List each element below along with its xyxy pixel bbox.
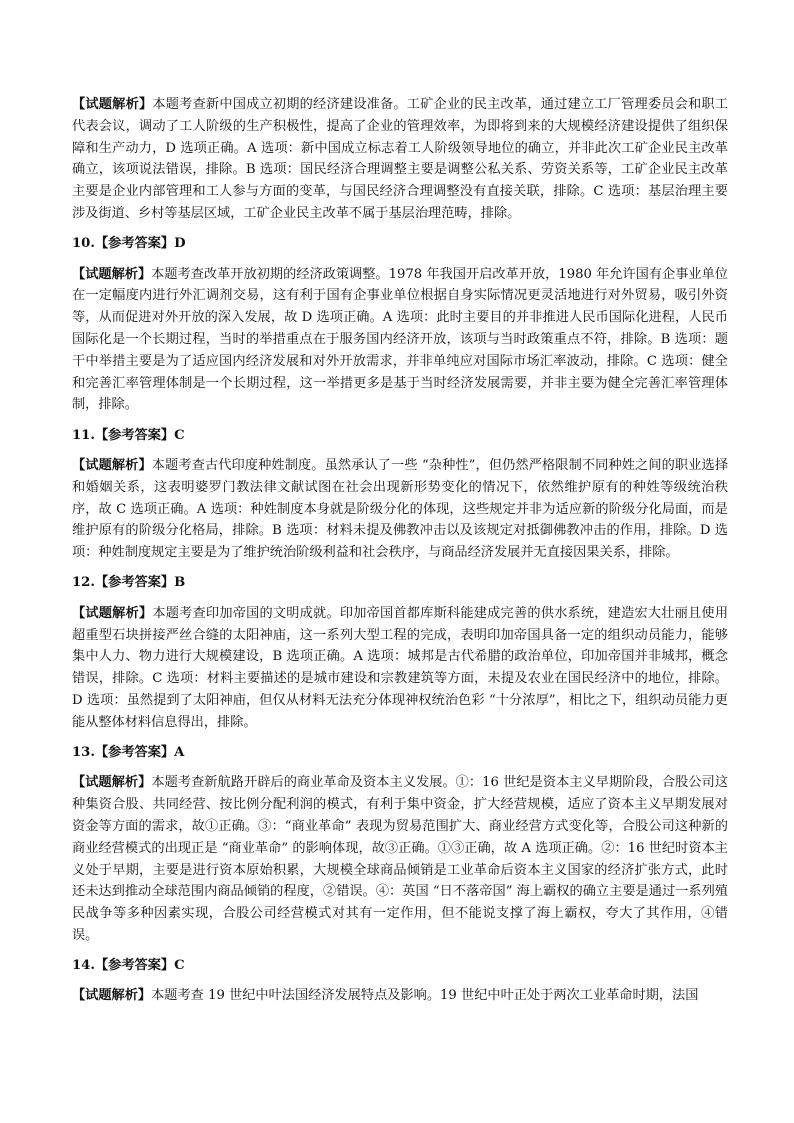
analysis-tag: 【试题解析】: [72, 266, 152, 282]
analysis-text: 本题考查印加帝国的文明成就。印加帝国首都库斯科能建成完善的供水系统，建造宏大壮丽且使用超重型石块拼接严丝合缝的太阳神庙，这一系列大型工程的完成，表明印加帝国具备一定的组织动员能力，能够集中人力、物力进行大规模建设，B 选项正确。A 选项：城邦是古代希腊的政治单位，印加帝国并非城邦，概念错误，排除。C 选项：材料主要描述的是城市建设和宗教建筑等方面，未提及农业在国民经济中的地位，排除。D 选项：虽然提到了太阳神庙，但仅从材料无法充分体现神权统治色彩 “十分浓厚”，相比之下，组织动员能力更能从整体材料信息得出，排除。: [72, 605, 729, 730]
analysis-paragraph: [72, 985, 728, 1007]
analysis-paragraph: [72, 772, 728, 946]
analysis-text: 本题考查改革开放初期的经济政策调整。1978 年我国开启改革开放，1980 年允许国有企事业单位在一定幅度内进行外汇调剂交易，这有利于国有企事业单位根据自身实际情况更灵活地进行对外贸易，吸引外资等，从而促进对外开放的深入发展，故 D 选项正确。A 选项：此时主要目的并非推进人民币国际化进程，人民币国际化是一个长期过程，当时的举措重点在于服务国内经济开放，该项与当时政策重点不符，排除。B 选项：题干中举措主要是为了适应国内经济发展和对外开放需求，并非单纯应对国际市场汇率波动，排除。C 选项：健全和完善汇率管理体制是一个长期过程，这一举措更多是基于当时经济发展需要，并非主要为健全完善汇率管理体制，排除。: [72, 266, 728, 413]
analysis-paragraph: [72, 603, 728, 734]
answer-heading: 14.【参考答案】C: [72, 958, 185, 974]
answer-heading: 10.【参考答案】D: [72, 236, 186, 252]
analysis-tag: 【试题解析】: [72, 457, 152, 473]
answer-heading: 12.【参考答案】B: [72, 575, 186, 591]
analysis-tag: 【试题解析】: [72, 775, 152, 791]
analysis-tag: 【试题解析】: [72, 988, 152, 1004]
analysis-paragraph: [72, 455, 728, 564]
analysis-tag: 【试题解析】: [72, 97, 153, 112]
analysis-text: 本题考查新航路开辟后的商业革命及资本主义发展。①：16 世纪是资本主义早期阶段，合股公司这种集资合股、共同经营、按比例分配利润的模式，有利于集中资金，扩大经营规模，适应了资本主义早期发展对资金等方面的需求，故①正确。③：“商业革命” 表现为贸易范围扩大、商业经营方式变化等，合股公司这种新的商业经营模式的出现正是 “商业革命” 的影响体现，故③正确。①③正确，故 A 选项正确。②：16 世纪时资本主义处于早期，主要是进行资本原始积累，大规模全球商品倾销是工业革命后资本主义国家的经济扩张方式，此时还未达到推动全球范围内商品倾销的程度，②错误。④：英国 “日不落帝国” 海上霸权的确立主要是通过一系列殖民战争等多种因素实现，合股公司经营模式对其有一定作用，但不能说支撑了海上霸权，夸大了其作用，④错误。: [72, 775, 729, 943]
document-page: [72, 94, 728, 1016]
analysis-text: 本题考查新中国成立初期的经济建设准备。工矿企业的民主改革，通过建立工厂管理委员会和职工代表会议，调动了工人阶级的生产积极性，提高了企业的管理效率，为即将到来的大规模经济建设提供了组织保障和生产动力，D 选项正确。A 选项：新中国成立标志着工人阶级领导地位的确立，并非此次工矿企业民主改革确立，该项说法错误，排除。B 选项：国民经济合理调整主要是调整公私关系、劳资关系等，工矿企业民主改革主要是企业内部管理和工人参与方面的变革，与国民经济合理调整没有直接关联，排除。C 选项：基层治理主要涉及街道、乡村等基层区域，工矿企业民主改革不属于基层治理范畴，排除。: [72, 97, 729, 221]
analysis-tag: 【试题解析】: [72, 605, 153, 621]
analysis-paragraph: [72, 94, 728, 225]
analysis-text: 本题考查 19 世纪中叶法国经济发展特点及影响。19 世纪中叶正处于两次工业革命时期，法国: [151, 988, 699, 1004]
answer-heading: 13.【参考答案】A: [72, 745, 185, 761]
analysis-paragraph: [72, 264, 728, 417]
answer-heading: 11.【参考答案】C: [72, 427, 185, 443]
analysis-text: 本题考查古代印度种姓制度。虽然承认了一些 “杂种性”，但仍然严格限制不同种姓之间的职业选择和婚姻关系，这表明婆罗门教法律文献试图在社会出现新形势变化的情况下，依然维护原有的种姓等级统治秩序，故 C 选项正确。A 选项：种姓制度本身就是阶级分化的体现，这些规定并非为适应新的阶级分化局面，而是维护原有的阶级分化格局，排除。B 选项：材料未提及佛教冲击以及该规定对抵御佛教冲击的作用，排除。D 选项：种姓制度规定主要是为了维护统治阶级利益和社会秩序，与商品经济发展并无直接因果关系，排除。: [72, 457, 729, 561]
